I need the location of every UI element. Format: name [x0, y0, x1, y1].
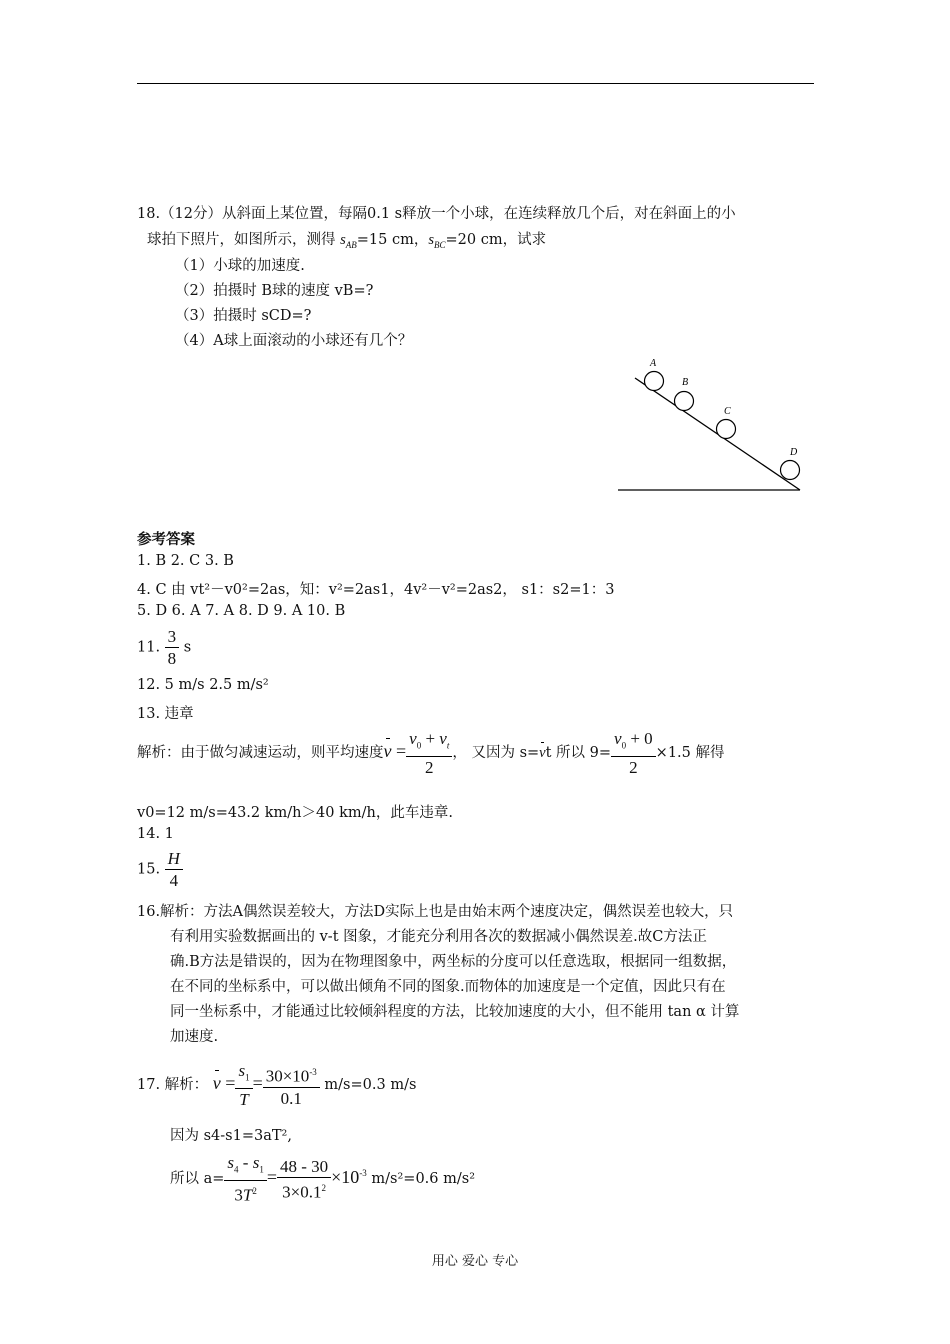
label-c: C	[724, 406, 731, 417]
answer-17-so: 所以 a= $\frac{s_4 - s_1}{3T^2}$ = $\frac{48 - 30}{3\times 0.1^2}$ $\times 10^{-3}$ m/s²=0.6 m/s²	[170, 1153, 476, 1206]
q18-item-3: （3）拍摄时 sCD=?	[175, 308, 312, 324]
ball-c	[717, 420, 736, 439]
label-a: A	[650, 358, 657, 369]
ball-a	[645, 372, 664, 391]
answer-11: 11. $\frac{3}{8}$ s	[137, 627, 192, 668]
ball-b	[675, 392, 694, 411]
label-b: B	[682, 377, 689, 388]
q18-item-2: （2）拍摄时 B球的速度 vB=?	[175, 283, 374, 299]
incline-figure	[610, 350, 810, 495]
q18-item-1: （1）小球的加速度.	[175, 258, 305, 274]
answers-heading: 参考答案	[137, 532, 195, 548]
answer-13-explanation: 解析：由于做匀减速运动，则平均速度v = $\frac{v_0 + v_t}{2}$ ， 又因为 s=vt 所以 9= $\frac{v_0 + 0}{2}$ ×1.5 解得	[137, 729, 725, 778]
answer-1-3: 1. B 2. C 3. B	[137, 553, 234, 569]
q18-item-4: （4）A球上面滚动的小球还有几个？	[175, 333, 413, 349]
ball-d	[781, 461, 800, 480]
answer-13-explanation-2: v0=12 m/s=43.2 km/h＞40 km/h，此车违章.	[137, 805, 453, 821]
answer-15: 15. $\frac{H}{4}$	[137, 848, 183, 891]
answer-16-line2: 有利用实验数据画出的 v-t 图象，才能充分利用各次的数据减小偶然误差.故C方法正	[170, 929, 707, 945]
answer-5-10: 5. D 6. A 7. A 8. D 9. A 10. B	[137, 603, 346, 619]
page-footer: 用心 爱心 专心	[431, 1254, 519, 1269]
answer-17-because: 因为 s4-s1=3aT²,	[170, 1128, 292, 1144]
answer-16-line6: 加速度.	[170, 1029, 219, 1045]
header-rule	[137, 83, 814, 84]
answer-12: 12. 5 m/s 2.5 m/s²	[137, 677, 269, 693]
answer-4: 4. C 由 vt²－v0²=2as，知：v²=2as1，4v²－v²=2as2， s1：s2=1：3	[137, 582, 615, 598]
label-d: D	[790, 447, 798, 458]
answer-17: 17. 解析： v = $\frac{s_1}{T}$ = $\frac{30\times 10^{-3}}{0.1}$ m/s=0.3 m/s	[137, 1061, 417, 1110]
answer-16-line5: 同一坐标系中，才能通过比较倾斜程度的方法，比较加速度的大小，但不能用 tan α 计算	[170, 1004, 740, 1020]
answer-16-line3: 确.B方法是错误的，因为在物理图象中，两坐标的分度可以任意选取，根据同一组数据，	[170, 954, 737, 970]
q18-line1: 18.（12分）从斜面上某位置，每隔0.1 s释放一个小球，在连续释放几个后，对在斜面上的小	[137, 206, 736, 222]
q18-line2: 球拍下照片，如图所示，测得 $s_{AB}=15$ cm，$s_{BC}=20$ cm，试求	[147, 232, 547, 250]
answer-16-line4: 在不同的坐标系中，可以做出倾角不同的图象.而物体的加速度是一个定值，因此只有在	[170, 979, 726, 995]
answer-14: 14. 1	[137, 826, 174, 842]
answer-16-line1: 16.解析：方法A偶然误差较大，方法D实际上也是由始末两个速度决定，偶然误差也较大，只	[137, 904, 734, 920]
answer-13: 13. 违章	[137, 706, 194, 722]
